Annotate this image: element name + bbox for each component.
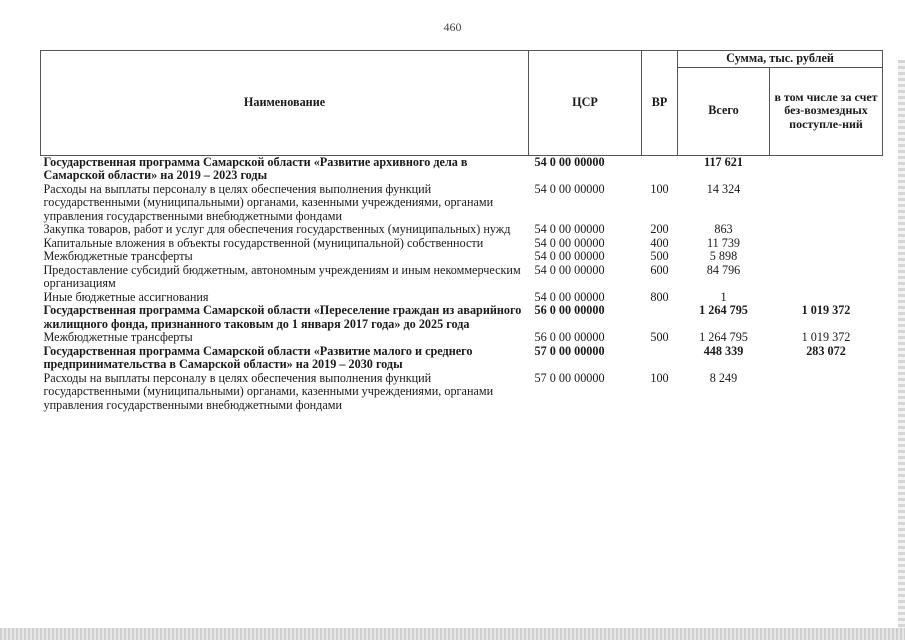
cell-csr: 54 0 00 00000	[534, 154, 605, 169]
table-row	[41, 155, 883, 183]
cell-name: Межбюджетные трансферты	[43, 330, 193, 344]
table-row	[41, 291, 883, 305]
table-row	[41, 183, 883, 224]
cell-vr: 200	[650, 222, 669, 236]
cell-vr: 600	[650, 262, 669, 277]
cell-vr: 800	[650, 289, 669, 304]
table-row	[41, 331, 883, 345]
cell-csr: 54 0 00 00000	[534, 289, 605, 304]
cell-free	[770, 291, 883, 305]
table-row	[41, 250, 883, 264]
cell-total: 863	[714, 222, 733, 236]
cell-vr: 500	[650, 249, 669, 263]
table-header	[41, 51, 883, 156]
cell-csr: 56 0 00 00000	[534, 303, 605, 317]
cell-name: Расходы на выплаты персоналу в целях обеспечения выполнения функций государственными (муниципальными) органами, казенными учреждениями, органами управления государственными внебюджетными фондами	[43, 370, 494, 412]
cell-csr: 57 0 00 00000	[534, 343, 605, 358]
cell-free	[770, 372, 883, 413]
cell-name: Межбюджетные трансферты	[43, 249, 193, 263]
cell-name: Иные бюджетные ассигнования	[43, 289, 209, 304]
budget-table	[40, 50, 883, 412]
page-number: 460	[443, 20, 462, 34]
cell-total: 11 739	[706, 235, 741, 250]
cell-free	[770, 223, 883, 237]
cell-total: 84 796	[706, 262, 741, 277]
cell-total: 1	[720, 289, 727, 304]
cell-csr: 56 0 00 00000	[534, 330, 605, 344]
cell-total: 1 264 795	[699, 330, 748, 344]
cell-free	[770, 237, 883, 251]
cell-total: 8 249	[709, 370, 738, 385]
table-row	[41, 264, 883, 291]
cell-total: 448 339	[703, 343, 744, 358]
cell-csr: 54 0 00 00000	[534, 222, 605, 236]
cell-name: Государственная программа Самарской области «Развитие архивного дела в Самарской области» на 2019 – 2023 годы	[43, 154, 468, 182]
table-row	[41, 304, 883, 331]
table-row	[41, 237, 883, 251]
cell-name: Расходы на выплаты персоналу в целях обеспечения выполнения функций государственными (муниципальными) органами, казенными учреждениями, органами управления государственными внебюджетными фондами	[43, 181, 494, 223]
header-vr: ВР	[642, 51, 678, 156]
cell-free	[770, 155, 883, 183]
cell-vr	[642, 345, 678, 372]
cell-vr: 500	[650, 330, 669, 344]
cell-free: 1 019 372	[801, 330, 851, 344]
cell-total: 117 621	[704, 154, 743, 169]
scan-bottom-band	[0, 628, 905, 640]
cell-csr: 54 0 00 00000	[534, 249, 605, 263]
cell-csr: 54 0 00 00000	[534, 235, 605, 250]
cell-name: Государственная программа Самарской области «Переселение граждан из аварийного жилищного фонда, признанного таковым до 1 января 2017 года» до 2025 года	[43, 303, 522, 331]
cell-total: 5 898	[709, 249, 738, 263]
cell-name: Предоставление субсидий бюджетным, автономным учреждениям и иным некоммерческим организациям	[43, 262, 521, 290]
cell-csr: 54 0 00 00000	[534, 181, 605, 196]
header-name: Наименование	[41, 51, 529, 156]
header-free: в том числе за счет без-возмездных поступле-ний	[770, 67, 883, 155]
header-sum-group: Сумма, тыс. рублей	[678, 51, 883, 68]
table-row	[41, 345, 883, 372]
cell-name: Государственная программа Самарской области «Развитие малого и среднего предпринимательства в Самарской области» на 2019 – 2030 годы	[43, 343, 473, 371]
cell-free	[770, 264, 883, 291]
table-row	[41, 223, 883, 237]
cell-free	[770, 250, 883, 264]
cell-vr: 400	[650, 235, 669, 250]
header-total: Всего	[678, 67, 770, 155]
cell-vr	[642, 304, 678, 331]
scan-edge	[898, 60, 905, 628]
cell-free: 283 072	[806, 343, 846, 358]
cell-csr: 54 0 00 00000	[534, 262, 605, 277]
cell-free	[770, 183, 883, 224]
cell-total: 1 264 795	[699, 303, 748, 317]
header-csr: ЦСР	[529, 51, 642, 156]
cell-total: 14 324	[706, 181, 741, 196]
cell-csr: 57 0 00 00000	[534, 370, 605, 385]
cell-vr: 100	[650, 181, 669, 196]
cell-name: Капитальные вложения в объекты государственной (муниципальной) собственности	[43, 235, 484, 250]
table-body	[41, 155, 883, 412]
cell-vr	[642, 155, 678, 183]
table-row	[41, 372, 883, 413]
cell-vr: 100	[650, 370, 669, 385]
cell-free: 1 019 372	[801, 303, 851, 317]
cell-name: Закупка товаров, работ и услуг для обеспечения государственных (муниципальных) нужд	[43, 222, 511, 236]
